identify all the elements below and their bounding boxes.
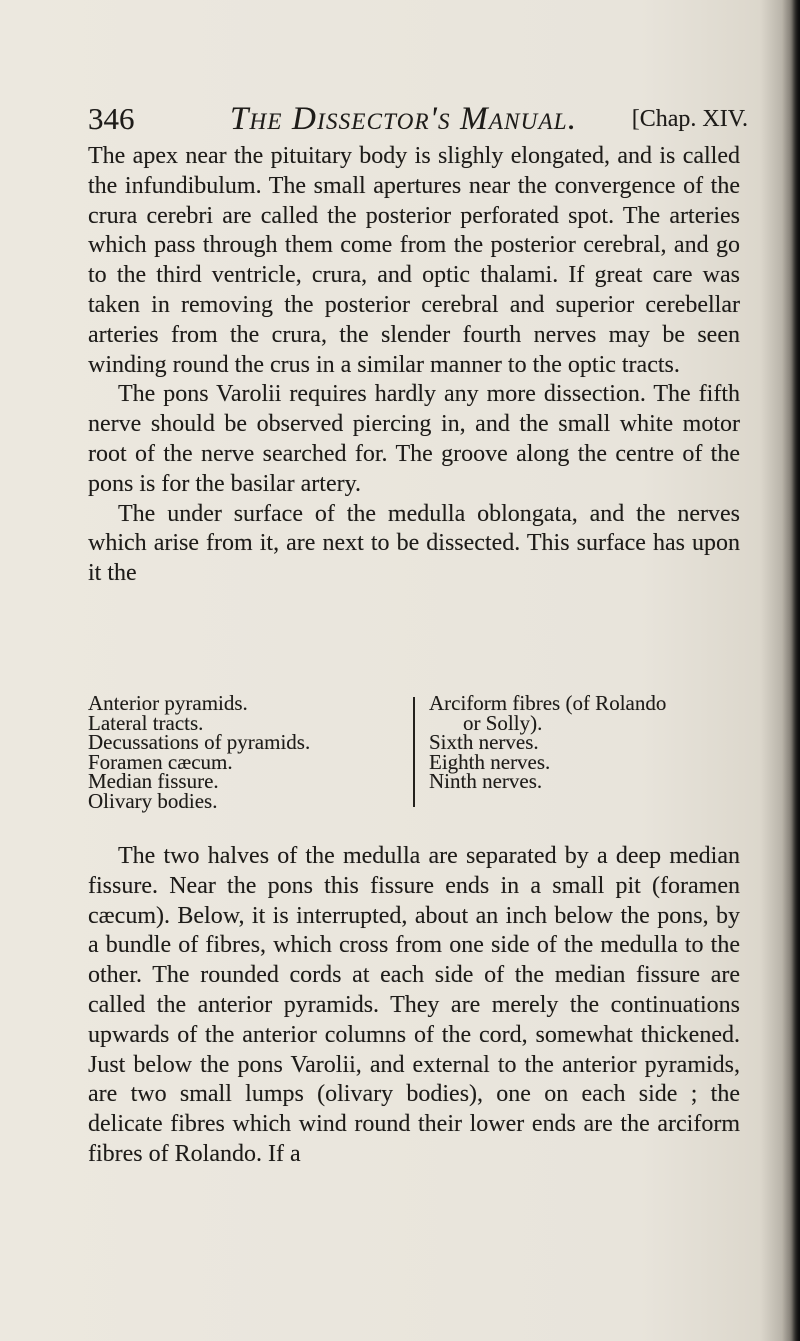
chapter-label: [Chap. XIV. — [631, 106, 748, 132]
paragraph-infundibulum: The apex near the pituitary body is slighly elongated, and is called the infundibulum. The small apertures near the convergence of the crura cerebri are called the posterior perforated spot. The arteries which pass through them come from the posterior cerebral, and go to the third ventricle, crura, and optic thalami. If great care was taken in removing the posterior cerebral and superior cerebellar arteries from the crura, the slender fourth nerves may be seen winding round the crus in a similar manner to the optic tracts. — [88, 143, 740, 378]
paragraph-medulla-surface: The under surface of the medulla oblongata, and the nerves which arise from it, are next to be dissected. This surface has upon it the — [88, 500, 740, 587]
left-structure-list — [88, 691, 404, 813]
list-item: Sixth nerves. — [429, 730, 539, 755]
opening-text — [88, 142, 740, 589]
list-item: Decussations of pyramids. — [88, 730, 311, 755]
list-item-continuation: or Solly). — [463, 710, 543, 735]
page-edge-shadow — [782, 0, 800, 1341]
closing-text — [88, 842, 740, 1170]
list-item: Olivary bodies. — [88, 788, 218, 813]
running-title: The Dissector's Manual. — [230, 101, 578, 137]
medulla-surface-list — [88, 691, 748, 813]
list-item: Anterior pyramids. — [88, 691, 248, 715]
list-item: Lateral tracts. — [88, 710, 204, 735]
paragraph-pons-varolii: The pons Varolii requires hardly any more dissection. The fifth nerve should be observed piercing in, and the small white motor root of the nerve searched for. The groove along the centre of the pons is for the basilar artery. — [88, 381, 740, 497]
paragraph-median-fissure: The two halves of the medulla are separated by a deep median fissure. Near the pons this fissure ends in a small pit (foramen cæcum). Below, it is interrupted, about an inch below the pons, by a bundle of fibres, which cross from one side of the medulla to the other. The rounded cords at each side of the median fissure are called the anterior pyramids. They are merely the continuations upwards of the anterior columns of the cord, somewhat thickened. Just below the pons Varolii, and external to the anterior pyramids, are two small lumps (olivary bodies), one on each side ; the delicate fibres which wind round their lower ends are the arciform fibres of Rolando. If a — [88, 843, 740, 1167]
running-header — [88, 98, 748, 140]
list-item: Arciform fibres (of Rolando — [429, 691, 667, 715]
list-item: Eighth nerves. — [429, 749, 551, 774]
list-item: Median fissure. — [88, 769, 219, 794]
list-item: Ninth nerves. — [429, 769, 543, 794]
list-item: Foramen cæcum. — [88, 749, 233, 774]
page-number: 346 — [88, 101, 135, 136]
column-divider — [413, 697, 415, 807]
right-structure-list — [429, 691, 749, 794]
